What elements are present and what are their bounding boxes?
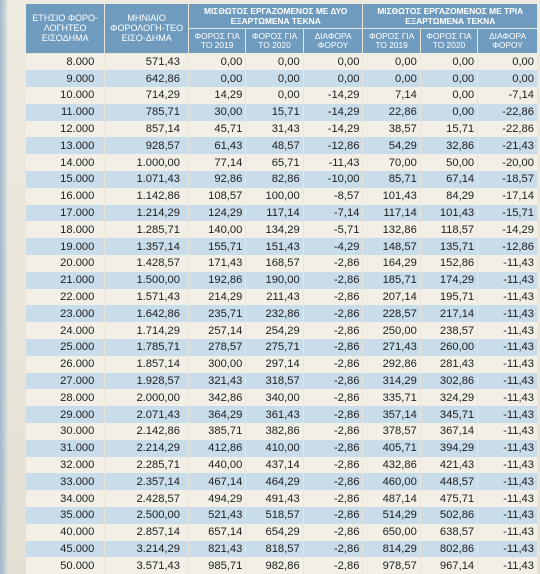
cell-tax-2020-two: 0,00 bbox=[246, 53, 303, 70]
cell-annual-income: 31.000 bbox=[26, 440, 105, 457]
cell-tax-2020-two: 65,71 bbox=[246, 154, 303, 171]
cell-monthly-income: 1.428,57 bbox=[105, 255, 189, 272]
cell-tax-2019-three: 38,57 bbox=[363, 121, 420, 138]
cell-monthly-income: 1.714,29 bbox=[105, 322, 189, 339]
cell-tax-2020-two: 15,71 bbox=[246, 104, 303, 121]
cell-tax-2020-two: 491,43 bbox=[246, 490, 303, 507]
cell-diff-three: -17,14 bbox=[478, 188, 538, 205]
cell-annual-income: 11.000 bbox=[26, 104, 105, 121]
cell-tax-2019-three: 514,29 bbox=[363, 507, 420, 524]
cell-annual-income: 50.000 bbox=[26, 557, 105, 574]
cell-tax-2019-three: 378,57 bbox=[363, 423, 420, 440]
cell-diff-two: -2,86 bbox=[303, 255, 363, 272]
cell-diff-three: -11,43 bbox=[478, 305, 538, 322]
cell-tax-2019-three: 650,00 bbox=[363, 524, 420, 541]
cell-diff-three: -21,43 bbox=[478, 137, 538, 154]
table-row bbox=[26, 490, 538, 507]
cell-annual-income: 33.000 bbox=[26, 473, 105, 490]
cell-diff-two: -8,57 bbox=[303, 188, 363, 205]
header-monthly-taxable-income: ΜΗΝΙΑΙΟ ΦΟΡΟΛΟΓΗ-ΤΕΟ ΕΙΣΟ-ΔΗΜΑ bbox=[105, 4, 189, 53]
cell-diff-two: -2,86 bbox=[303, 322, 363, 339]
header-tax-diff-three-children: ΔΙΑΦΟΡΑ ΦΟΡΟΥ bbox=[478, 29, 538, 54]
cell-tax-2019-three: 164,29 bbox=[363, 255, 420, 272]
cell-diff-three: -11,43 bbox=[478, 524, 538, 541]
cell-annual-income: 45.000 bbox=[26, 541, 105, 558]
cell-tax-2019-three: 250,00 bbox=[363, 322, 420, 339]
cell-tax-2019-two: 14,29 bbox=[189, 87, 246, 104]
table-row bbox=[26, 238, 538, 255]
cell-annual-income: 28.000 bbox=[26, 389, 105, 406]
cell-tax-2019-two: 321,43 bbox=[189, 373, 246, 390]
cell-tax-2019-three: 228,57 bbox=[363, 305, 420, 322]
header-tax-diff-two-children: ΔΙΑΦΟΡΑ ΦΟΡΟΥ bbox=[303, 29, 363, 54]
cell-tax-2019-two: 192,86 bbox=[189, 272, 246, 289]
cell-monthly-income: 785,71 bbox=[105, 104, 189, 121]
cell-monthly-income: 1.285,71 bbox=[105, 221, 189, 238]
cell-tax-2019-three: 148,57 bbox=[363, 238, 420, 255]
cell-tax-2019-three: 132,86 bbox=[363, 221, 420, 238]
cell-diff-two: -2,86 bbox=[303, 457, 363, 474]
cell-diff-three: -11,43 bbox=[478, 272, 538, 289]
header-annual-taxable-income: ΕΤΗΣΙΟ ΦΟΡΟ-ΛΟΓΗΤΕΟ ΕΙΣΟΔΗΜΑ bbox=[26, 4, 105, 53]
cell-diff-three: -14,29 bbox=[478, 221, 538, 238]
cell-tax-2019-three: 271,43 bbox=[363, 339, 420, 356]
cell-tax-2019-two: 467,14 bbox=[189, 473, 246, 490]
header-group-three-children: ΜΙΣΘΩΤΟΣ ΕΡΓΑΖΟΜΕΝΟΣ ΜΕ ΤΡΙΑ ΕΞΑΡΤΩΜΕΝΑ ΤΕΚΝΑ bbox=[363, 4, 538, 29]
table-row bbox=[26, 440, 538, 457]
cell-tax-2020-three: 0,00 bbox=[420, 87, 477, 104]
cell-tax-2020-three: 0,00 bbox=[420, 70, 477, 87]
cell-tax-2020-three: 0,00 bbox=[420, 104, 477, 121]
cell-tax-2020-two: 190,00 bbox=[246, 272, 303, 289]
cell-annual-income: 22.000 bbox=[26, 289, 105, 306]
cell-tax-2019-two: 108,57 bbox=[189, 188, 246, 205]
cell-monthly-income: 2.285,71 bbox=[105, 457, 189, 474]
cell-diff-two: -7,14 bbox=[303, 205, 363, 222]
cell-tax-2019-three: 7,14 bbox=[363, 87, 420, 104]
cell-monthly-income: 1.000,00 bbox=[105, 154, 189, 171]
cell-tax-2019-three: 0,00 bbox=[363, 70, 420, 87]
cell-annual-income: 34.000 bbox=[26, 490, 105, 507]
cell-tax-2020-two: 382,86 bbox=[246, 423, 303, 440]
cell-tax-2019-two: 61,43 bbox=[189, 137, 246, 154]
table-row bbox=[26, 70, 538, 87]
cell-diff-three: -11,43 bbox=[478, 473, 538, 490]
table-row bbox=[26, 305, 538, 322]
cell-tax-2020-three: 67,14 bbox=[420, 171, 477, 188]
cell-annual-income: 40.000 bbox=[26, 524, 105, 541]
cell-tax-2020-three: 238,57 bbox=[420, 322, 477, 339]
cell-tax-2020-two: 464,29 bbox=[246, 473, 303, 490]
cell-diff-two: -2,86 bbox=[303, 440, 363, 457]
header-group-two-children: ΜΙΣΘΩΤΟΣ ΕΡΓΑΖΟΜΕΝΟΣ ΜΕ ΔΥΟ ΕΞΑΡΤΩΜΕΝΑ ΤΕΚΝΑ bbox=[189, 4, 363, 29]
cell-tax-2020-three: 448,57 bbox=[420, 473, 477, 490]
cell-tax-2020-two: 982,86 bbox=[246, 557, 303, 574]
cell-tax-2020-three: 152,86 bbox=[420, 255, 477, 272]
cell-tax-2019-two: 657,14 bbox=[189, 524, 246, 541]
cell-diff-two: -2,86 bbox=[303, 272, 363, 289]
cell-tax-2020-three: 302,86 bbox=[420, 373, 477, 390]
cell-monthly-income: 3.571,43 bbox=[105, 557, 189, 574]
table-row bbox=[26, 137, 538, 154]
cell-tax-2020-two: 818,57 bbox=[246, 541, 303, 558]
cell-tax-2019-two: 235,71 bbox=[189, 305, 246, 322]
cell-diff-two: -2,86 bbox=[303, 541, 363, 558]
table-row bbox=[26, 255, 538, 272]
cell-tax-2020-two: 134,29 bbox=[246, 221, 303, 238]
cell-tax-2020-three: 135,71 bbox=[420, 238, 477, 255]
cell-tax-2020-three: 475,71 bbox=[420, 490, 477, 507]
cell-diff-three: -11,43 bbox=[478, 339, 538, 356]
cell-tax-2019-three: 432,86 bbox=[363, 457, 420, 474]
cell-diff-two: -10,00 bbox=[303, 171, 363, 188]
cell-monthly-income: 571,43 bbox=[105, 53, 189, 70]
cell-tax-2020-two: 654,29 bbox=[246, 524, 303, 541]
header-tax-2020-three-children: ΦΟΡΟΣ ΓΙΑ ΤΟ 2020 bbox=[420, 29, 477, 54]
table-row bbox=[26, 457, 538, 474]
cell-tax-2020-two: 211,43 bbox=[246, 289, 303, 306]
tax-comparison-table bbox=[26, 4, 538, 574]
cell-tax-2020-three: 15,71 bbox=[420, 121, 477, 138]
cell-tax-2019-two: 140,00 bbox=[189, 221, 246, 238]
cell-diff-three: -7,14 bbox=[478, 87, 538, 104]
cell-tax-2019-three: 101,43 bbox=[363, 188, 420, 205]
cell-tax-2019-two: 440,00 bbox=[189, 457, 246, 474]
table-row bbox=[26, 507, 538, 524]
cell-annual-income: 27.000 bbox=[26, 373, 105, 390]
cell-diff-three: -11,43 bbox=[478, 389, 538, 406]
cell-annual-income: 18.000 bbox=[26, 221, 105, 238]
cell-diff-two: -2,86 bbox=[303, 490, 363, 507]
cell-monthly-income: 714,29 bbox=[105, 87, 189, 104]
cell-tax-2019-two: 77,14 bbox=[189, 154, 246, 171]
cell-diff-two: -4,29 bbox=[303, 238, 363, 255]
cell-diff-two: -2,86 bbox=[303, 406, 363, 423]
cell-monthly-income: 2.357,14 bbox=[105, 473, 189, 490]
table-row bbox=[26, 356, 538, 373]
cell-diff-three: -11,43 bbox=[478, 557, 538, 574]
cell-diff-three: -15,71 bbox=[478, 205, 538, 222]
cell-tax-2020-three: 0,00 bbox=[420, 53, 477, 70]
header-tax-2020-two-children: ΦΟΡΟΣ ΓΙΑ ΤΟ 2020 bbox=[246, 29, 303, 54]
cell-annual-income: 17.000 bbox=[26, 205, 105, 222]
cell-diff-two: -14,29 bbox=[303, 121, 363, 138]
cell-tax-2020-three: 281,43 bbox=[420, 356, 477, 373]
cell-diff-two: -5,71 bbox=[303, 221, 363, 238]
cell-monthly-income: 2.214,29 bbox=[105, 440, 189, 457]
cell-annual-income: 19.000 bbox=[26, 238, 105, 255]
header-tax-2019-three-children: ΦΟΡΟΣ ΓΙΑ ΤΟ 2019 bbox=[363, 29, 420, 54]
cell-tax-2019-two: 985,71 bbox=[189, 557, 246, 574]
cell-tax-2020-three: 174,29 bbox=[420, 272, 477, 289]
table-body bbox=[26, 53, 538, 574]
cell-tax-2019-two: 0,00 bbox=[189, 53, 246, 70]
cell-annual-income: 20.000 bbox=[26, 255, 105, 272]
cell-tax-2019-two: 257,14 bbox=[189, 322, 246, 339]
cell-tax-2019-two: 342,86 bbox=[189, 389, 246, 406]
cell-tax-2019-two: 385,71 bbox=[189, 423, 246, 440]
cell-diff-two: 0,00 bbox=[303, 70, 363, 87]
table-row bbox=[26, 473, 538, 490]
cell-tax-2019-two: 171,43 bbox=[189, 255, 246, 272]
table-row bbox=[26, 406, 538, 423]
cell-tax-2020-two: 297,14 bbox=[246, 356, 303, 373]
cell-tax-2019-two: 300,00 bbox=[189, 356, 246, 373]
cell-tax-2020-three: 394,29 bbox=[420, 440, 477, 457]
cell-diff-three: 0,00 bbox=[478, 53, 538, 70]
cell-monthly-income: 1.857,14 bbox=[105, 356, 189, 373]
cell-annual-income: 32.000 bbox=[26, 457, 105, 474]
cell-diff-two: -2,86 bbox=[303, 289, 363, 306]
cell-diff-two: -2,86 bbox=[303, 339, 363, 356]
cell-diff-three: -11,43 bbox=[478, 255, 538, 272]
cell-diff-two: -2,86 bbox=[303, 473, 363, 490]
cell-tax-2020-two: 100,00 bbox=[246, 188, 303, 205]
table-row bbox=[26, 87, 538, 104]
cell-tax-2020-three: 260,00 bbox=[420, 339, 477, 356]
cell-annual-income: 15.000 bbox=[26, 171, 105, 188]
cell-tax-2020-two: 151,43 bbox=[246, 238, 303, 255]
cell-monthly-income: 1.357,14 bbox=[105, 238, 189, 255]
cell-tax-2019-three: 335,71 bbox=[363, 389, 420, 406]
cell-tax-2020-three: 967,14 bbox=[420, 557, 477, 574]
table-row bbox=[26, 53, 538, 70]
cell-diff-three: -11,43 bbox=[478, 322, 538, 339]
cell-monthly-income: 1.785,71 bbox=[105, 339, 189, 356]
cell-monthly-income: 857,14 bbox=[105, 121, 189, 138]
cell-tax-2020-two: 31,43 bbox=[246, 121, 303, 138]
cell-tax-2019-three: 292,86 bbox=[363, 356, 420, 373]
cell-tax-2020-three: 32,86 bbox=[420, 137, 477, 154]
cell-annual-income: 9.000 bbox=[26, 70, 105, 87]
cell-tax-2019-two: 124,29 bbox=[189, 205, 246, 222]
cell-tax-2019-three: 978,57 bbox=[363, 557, 420, 574]
cell-tax-2019-two: 494,29 bbox=[189, 490, 246, 507]
cell-tax-2020-three: 367,14 bbox=[420, 423, 477, 440]
cell-tax-2020-three: 502,86 bbox=[420, 507, 477, 524]
cell-diff-three: -11,43 bbox=[478, 490, 538, 507]
cell-tax-2020-two: 275,71 bbox=[246, 339, 303, 356]
cell-diff-two: -2,86 bbox=[303, 305, 363, 322]
cell-tax-2020-two: 232,86 bbox=[246, 305, 303, 322]
cell-tax-2020-two: 437,14 bbox=[246, 457, 303, 474]
cell-tax-2019-three: 357,14 bbox=[363, 406, 420, 423]
cell-tax-2020-two: 518,57 bbox=[246, 507, 303, 524]
cell-tax-2020-two: 361,43 bbox=[246, 406, 303, 423]
cell-monthly-income: 642,86 bbox=[105, 70, 189, 87]
cell-tax-2020-two: 82,86 bbox=[246, 171, 303, 188]
cell-diff-three: -20,00 bbox=[478, 154, 538, 171]
cell-diff-three: -11,43 bbox=[478, 406, 538, 423]
cell-tax-2019-three: 70,00 bbox=[363, 154, 420, 171]
cell-tax-2020-two: 340,00 bbox=[246, 389, 303, 406]
cell-diff-two: -11,43 bbox=[303, 154, 363, 171]
cell-monthly-income: 2.428,57 bbox=[105, 490, 189, 507]
cell-diff-three: -11,43 bbox=[478, 541, 538, 558]
cell-tax-2019-two: 278,57 bbox=[189, 339, 246, 356]
cell-diff-three: -12,86 bbox=[478, 238, 538, 255]
cell-tax-2019-three: 0,00 bbox=[363, 53, 420, 70]
cell-annual-income: 8.000 bbox=[26, 53, 105, 70]
cell-monthly-income: 1.928,57 bbox=[105, 373, 189, 390]
cell-tax-2019-two: 30,00 bbox=[189, 104, 246, 121]
cell-annual-income: 26.000 bbox=[26, 356, 105, 373]
table-row bbox=[26, 557, 538, 574]
cell-monthly-income: 1.071,43 bbox=[105, 171, 189, 188]
cell-diff-three: -11,43 bbox=[478, 423, 538, 440]
cell-tax-2020-three: 345,71 bbox=[420, 406, 477, 423]
cell-monthly-income: 1.642,86 bbox=[105, 305, 189, 322]
cell-tax-2020-two: 318,57 bbox=[246, 373, 303, 390]
cell-annual-income: 35.000 bbox=[26, 507, 105, 524]
cell-diff-two: -2,86 bbox=[303, 557, 363, 574]
cell-diff-three: -11,43 bbox=[478, 356, 538, 373]
table-row bbox=[26, 121, 538, 138]
cell-annual-income: 25.000 bbox=[26, 339, 105, 356]
cell-tax-2019-two: 0,00 bbox=[189, 70, 246, 87]
table-row bbox=[26, 289, 538, 306]
cell-diff-two: -12,86 bbox=[303, 137, 363, 154]
cell-tax-2019-three: 117,14 bbox=[363, 205, 420, 222]
cell-diff-two: -14,29 bbox=[303, 104, 363, 121]
cell-tax-2019-three: 54,29 bbox=[363, 137, 420, 154]
cell-tax-2019-two: 821,43 bbox=[189, 541, 246, 558]
table-row bbox=[26, 524, 538, 541]
cell-diff-three: -18,57 bbox=[478, 171, 538, 188]
cell-tax-2019-two: 412,86 bbox=[189, 440, 246, 457]
cell-diff-three: -11,43 bbox=[478, 289, 538, 306]
table-row bbox=[26, 339, 538, 356]
cell-tax-2020-three: 638,57 bbox=[420, 524, 477, 541]
cell-tax-2019-three: 85,71 bbox=[363, 171, 420, 188]
cell-monthly-income: 2.142,86 bbox=[105, 423, 189, 440]
cell-diff-three: -11,43 bbox=[478, 457, 538, 474]
cell-annual-income: 23.000 bbox=[26, 305, 105, 322]
cell-diff-three: -11,43 bbox=[478, 507, 538, 524]
cell-diff-two: -2,86 bbox=[303, 507, 363, 524]
cell-annual-income: 21.000 bbox=[26, 272, 105, 289]
cell-diff-three: -11,43 bbox=[478, 440, 538, 457]
cell-diff-two: -2,86 bbox=[303, 423, 363, 440]
cell-monthly-income: 1.142,86 bbox=[105, 188, 189, 205]
table-row bbox=[26, 188, 538, 205]
cell-tax-2020-three: 195,71 bbox=[420, 289, 477, 306]
cell-monthly-income: 2.000,00 bbox=[105, 389, 189, 406]
cell-annual-income: 29.000 bbox=[26, 406, 105, 423]
cell-diff-three: 0,00 bbox=[478, 70, 538, 87]
cell-diff-two: -2,86 bbox=[303, 524, 363, 541]
cell-monthly-income: 1.571,43 bbox=[105, 289, 189, 306]
cell-diff-two: -2,86 bbox=[303, 373, 363, 390]
previous-column-edge bbox=[0, 0, 8, 574]
cell-annual-income: 14.000 bbox=[26, 154, 105, 171]
cell-tax-2019-three: 207,14 bbox=[363, 289, 420, 306]
cell-diff-three: -11,43 bbox=[478, 373, 538, 390]
table-row bbox=[26, 104, 538, 121]
cell-tax-2020-two: 168,57 bbox=[246, 255, 303, 272]
cell-tax-2020-three: 101,43 bbox=[420, 205, 477, 222]
table-row bbox=[26, 205, 538, 222]
cell-tax-2019-three: 185,71 bbox=[363, 272, 420, 289]
cell-tax-2020-three: 50,00 bbox=[420, 154, 477, 171]
cell-tax-2019-three: 405,71 bbox=[363, 440, 420, 457]
table-row bbox=[26, 221, 538, 238]
table-row bbox=[26, 541, 538, 558]
cell-annual-income: 10.000 bbox=[26, 87, 105, 104]
cell-tax-2020-two: 254,29 bbox=[246, 322, 303, 339]
cell-monthly-income: 2.857,14 bbox=[105, 524, 189, 541]
cell-diff-three: -22,86 bbox=[478, 104, 538, 121]
cell-annual-income: 16.000 bbox=[26, 188, 105, 205]
cell-tax-2019-two: 364,29 bbox=[189, 406, 246, 423]
table-row bbox=[26, 322, 538, 339]
cell-diff-two: -14,29 bbox=[303, 87, 363, 104]
cell-diff-three: -22,86 bbox=[478, 121, 538, 138]
cell-annual-income: 13.000 bbox=[26, 137, 105, 154]
cell-tax-2019-three: 487,14 bbox=[363, 490, 420, 507]
cell-tax-2019-three: 314,29 bbox=[363, 373, 420, 390]
cell-tax-2019-two: 45,71 bbox=[189, 121, 246, 138]
cell-diff-two: 0,00 bbox=[303, 53, 363, 70]
cell-tax-2020-two: 410,00 bbox=[246, 440, 303, 457]
cell-tax-2020-three: 421,43 bbox=[420, 457, 477, 474]
cell-monthly-income: 1.214,29 bbox=[105, 205, 189, 222]
table-row bbox=[26, 423, 538, 440]
cell-tax-2020-two: 0,00 bbox=[246, 87, 303, 104]
cell-monthly-income: 3.214,29 bbox=[105, 541, 189, 558]
cell-tax-2019-two: 155,71 bbox=[189, 238, 246, 255]
cell-tax-2019-two: 92,86 bbox=[189, 171, 246, 188]
cell-monthly-income: 928,57 bbox=[105, 137, 189, 154]
cell-tax-2020-two: 117,14 bbox=[246, 205, 303, 222]
table-row bbox=[26, 171, 538, 188]
cell-tax-2019-two: 214,29 bbox=[189, 289, 246, 306]
cell-annual-income: 24.000 bbox=[26, 322, 105, 339]
cell-tax-2020-two: 0,00 bbox=[246, 70, 303, 87]
cell-annual-income: 30.000 bbox=[26, 423, 105, 440]
header-tax-2019-two-children: ΦΟΡΟΣ ΓΙΑ ΤΟ 2019 bbox=[189, 29, 246, 54]
cell-tax-2020-three: 118,57 bbox=[420, 221, 477, 238]
cell-diff-two: -2,86 bbox=[303, 389, 363, 406]
cell-annual-income: 12.000 bbox=[26, 121, 105, 138]
table-row bbox=[26, 373, 538, 390]
cell-tax-2019-two: 521,43 bbox=[189, 507, 246, 524]
cell-tax-2020-three: 84,29 bbox=[420, 188, 477, 205]
cell-tax-2020-two: 48,57 bbox=[246, 137, 303, 154]
cell-monthly-income: 2.071,43 bbox=[105, 406, 189, 423]
cell-tax-2019-three: 22,86 bbox=[363, 104, 420, 121]
table-row bbox=[26, 154, 538, 171]
cell-tax-2020-three: 324,29 bbox=[420, 389, 477, 406]
table-row bbox=[26, 272, 538, 289]
cell-tax-2019-three: 814,29 bbox=[363, 541, 420, 558]
cell-monthly-income: 1.500,00 bbox=[105, 272, 189, 289]
cell-tax-2019-three: 460,00 bbox=[363, 473, 420, 490]
cell-tax-2020-three: 802,86 bbox=[420, 541, 477, 558]
cell-monthly-income: 2.500,00 bbox=[105, 507, 189, 524]
cell-tax-2020-three: 217,14 bbox=[420, 305, 477, 322]
table-row bbox=[26, 389, 538, 406]
cell-diff-two: -2,86 bbox=[303, 356, 363, 373]
